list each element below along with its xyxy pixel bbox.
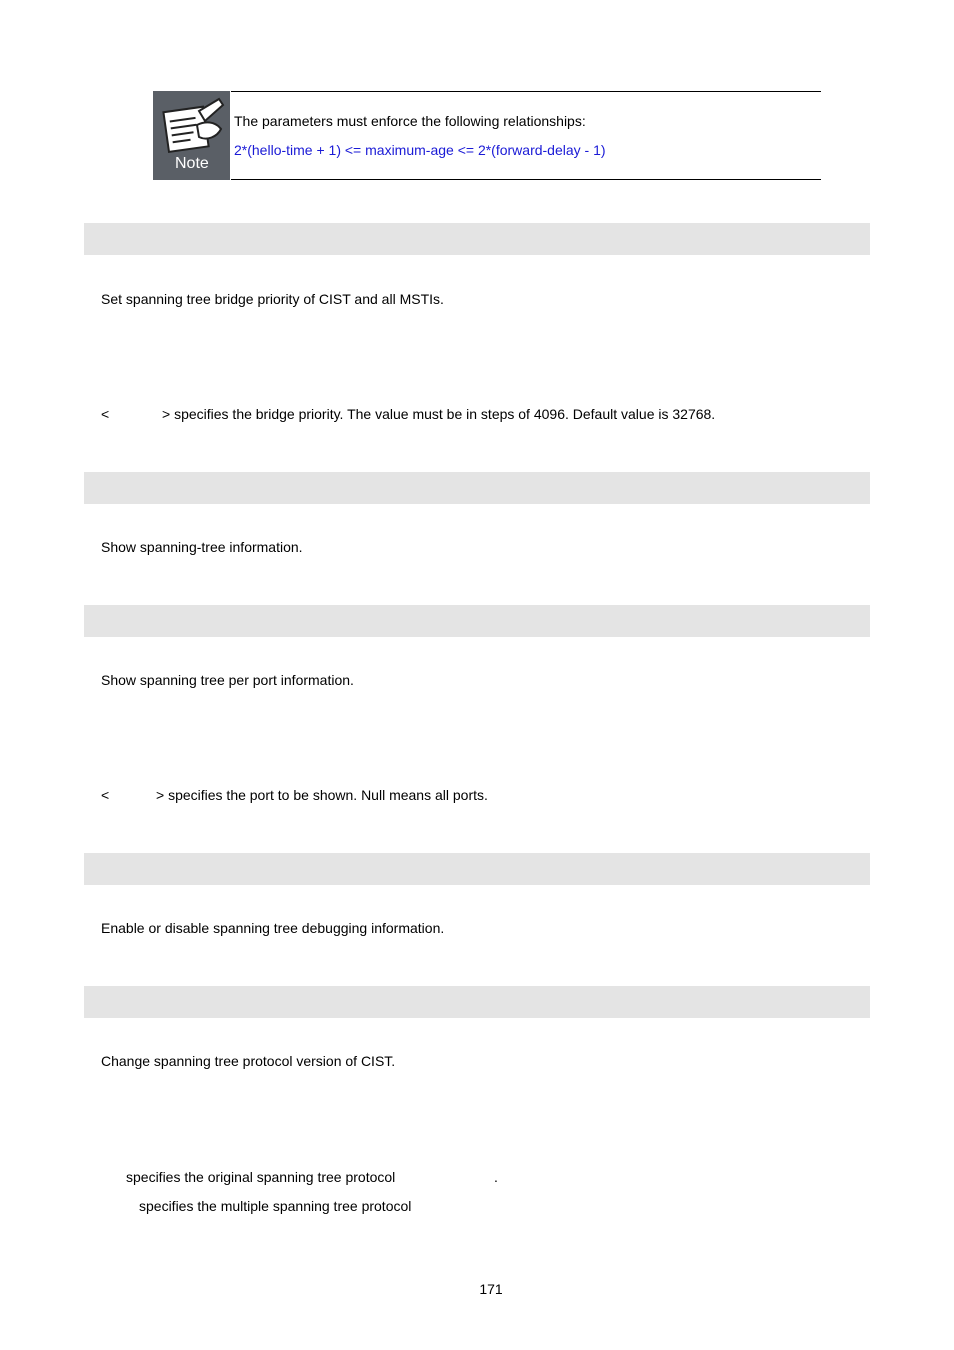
param-description: > specifies the port to be shown. Null means all ports. — [156, 787, 488, 803]
note-rule-top — [231, 91, 821, 92]
note-rule-bottom — [231, 179, 821, 180]
section-3-description: Show spanning tree per port information. — [101, 672, 354, 688]
section-1-description: Set spanning tree bridge priority of CIST and all MSTIs. — [101, 291, 444, 307]
section-header-bar-5 — [84, 986, 870, 1018]
note-text: The parameters must enforce the following relationships: — [234, 113, 586, 129]
section-2-description: Show spanning-tree information. — [101, 539, 303, 555]
section-1-parameter — [101, 405, 801, 423]
param-description: > specifies the bridge priority. The value must be in steps of 4096. Default value is 32768. — [162, 406, 716, 422]
note-icon-label: Note — [175, 155, 209, 172]
param-open-bracket: < — [101, 406, 110, 422]
section-header-bar-4 — [84, 853, 870, 885]
section-header-bar-3 — [84, 605, 870, 637]
page-number: 171 — [479, 1281, 503, 1297]
section-header-bar-2 — [84, 472, 870, 504]
section-5-description: Change spanning tree protocol version of CIST. — [101, 1053, 396, 1069]
section-5-option-1-tail: . — [494, 1169, 498, 1185]
section-5-option-2: specifies the multiple spanning tree protocol — [139, 1198, 412, 1214]
section-header-bar-1 — [84, 223, 870, 255]
note-box — [153, 91, 821, 180]
section-4-description: Enable or disable spanning tree debugging information. — [101, 920, 445, 936]
param-open-bracket: < — [101, 787, 110, 803]
note-relationship: 2*(hello-time + 1) <= maximum-age <= 2*(forward-delay - 1) — [234, 142, 606, 158]
section-3-parameter — [101, 786, 601, 804]
section-5-option-1: specifies the original spanning tree protocol — [126, 1169, 396, 1185]
